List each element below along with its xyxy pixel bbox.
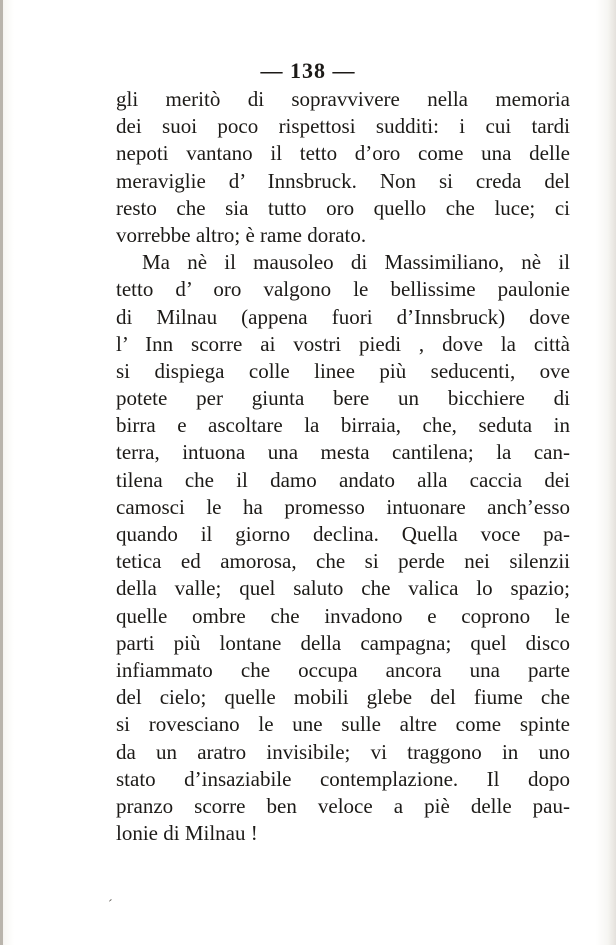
ink-speck: ˊ <box>108 898 113 913</box>
text-line: si rovesciano le une sulle altre come spinte <box>116 712 570 737</box>
page-binding-edge <box>0 0 3 945</box>
text-line: quelle ombre che invadono e coprono le <box>116 603 570 628</box>
text-line: da un aratro invisibile; vi traggono in uno <box>116 739 570 764</box>
text-line: potete per giunta bere un bicchiere di <box>116 386 570 411</box>
text-line: tetto d’ oro valgono le bellissime paulonie <box>116 277 570 302</box>
text-line: della valle; quel saluto che valica lo spazio; <box>116 576 570 601</box>
text-line-paragraph-start: Ma nè il mausoleo di Massimiliano, nè il <box>142 250 570 275</box>
text-line: tilena che il damo andato alla caccia dei <box>116 467 570 492</box>
text-line: gli meritò di sopravvivere nella memoria <box>116 87 570 111</box>
text-line: nepoti vantano il tetto d’oro come una delle <box>116 141 570 166</box>
text-line: dei suoi poco rispettosi sudditi: i cui tardi <box>116 114 570 139</box>
text-line: di Milnau (appena fuori d’Innsbruck) dove <box>116 304 570 329</box>
text-line: si dispiega colle linee più seducenti, ove <box>116 358 570 383</box>
text-line: resto che sia tutto oro quello che luce; ci <box>116 195 570 220</box>
text-line: lonie di Milnau ! <box>116 821 258 846</box>
text-line: del cielo; quelle mobili glebe del fiume che <box>116 685 570 710</box>
text-line: l’ Inn scorre ai vostri piedi , dove la città <box>116 331 570 356</box>
text-line: tetica ed amorosa, che si perde nei silenzii <box>116 549 570 574</box>
text-line: vorrebbe altro; è rame dorato. <box>116 222 367 247</box>
page-number: — 138 — <box>260 58 356 83</box>
text-line: quando il giorno declina. Quella voce pa- <box>116 522 570 546</box>
text-line: parti più lontane della campagna; quel disco <box>116 630 570 655</box>
body-text <box>116 86 570 847</box>
text-line: meraviglie d’ Innsbruck. Non si creda del <box>116 168 570 193</box>
text-line: terra, intuona una mesta cantilena; la can- <box>116 440 570 465</box>
text-line: birra e ascoltare la birraia, che, seduta in <box>116 413 570 438</box>
text-line: stato d’insaziabile contemplazione. Il dopo <box>116 766 570 791</box>
text-line: infiammato che occupa ancora una parte <box>116 657 570 682</box>
text-line: camosci le ha promesso intuonare anch’esso <box>116 494 570 519</box>
text-line: pranzo scorre ben veloce a piè delle pau- <box>116 793 570 818</box>
